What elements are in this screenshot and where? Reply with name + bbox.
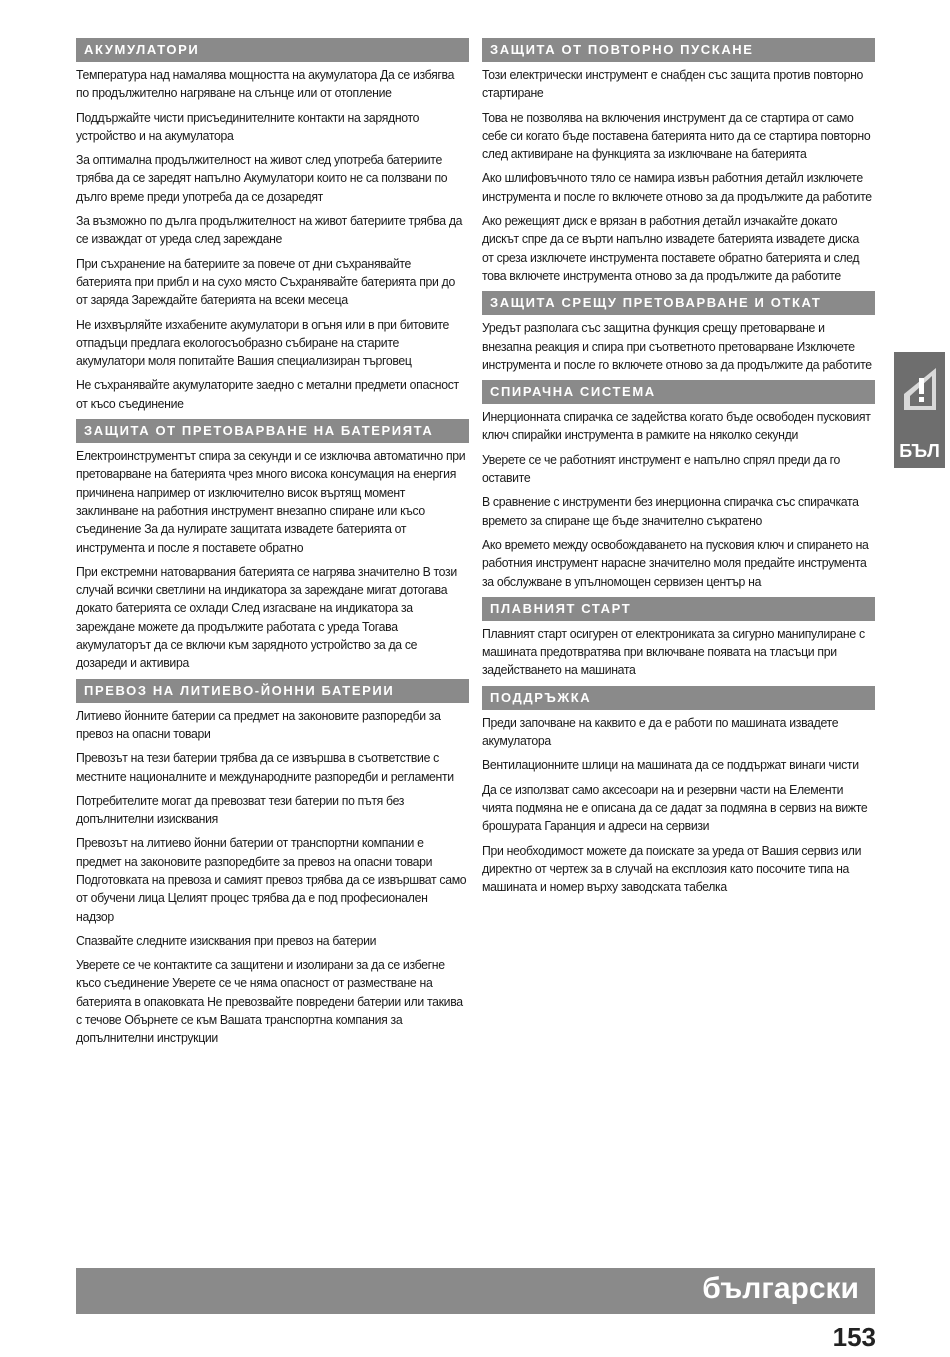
left-column [76, 38, 469, 1054]
paragraph: Температура над намалява мощността на акумулатора Да се избягва по продължително нагряване на слънце или от отопление [76, 67, 455, 101]
paragraph: За възможно по дълга продължителност на живот батериите трябва да се изваждат от уреда след зареждане [76, 213, 463, 247]
footer-language: български [702, 1272, 859, 1305]
paragraph: Да се използват само аксесоари на и резервни части на Елементи чията подмяна не е описана да се дадат за подмяна в сервиз на вижте брошурата Гаранция и адреси на сервизи [482, 781, 868, 834]
section-heading: АКУМУЛАТОРИ [76, 38, 469, 62]
paragraph: Уверете се че работният инструмент е напълно спрял преди да го оставите [482, 451, 841, 486]
paragraph: Потребителите могат да превозват тези батерии по пътя без допълнителни изисквания [76, 792, 405, 827]
section-heading: ЗАЩИТА СРЕЩУ ПРЕТОВАРВАНЕ И ОТКАТ [482, 291, 875, 315]
paragraph: Ако режещият диск е врязан в работния детайл изчакайте докато дискът спре да се върти напълно извадете батерията извадете диска от среза изключете инструмента поставете обратно батерията и след това включете инструмента отново за да продължите да работите [482, 213, 860, 283]
paragraph: Този електрически инструмент е снабден със защита против повторно стартиране [482, 67, 864, 101]
paragraph: Не съхранявайте акумулаторите заедно с метални предмети опасност от късо съединение [76, 377, 459, 411]
paragraph: Уверете се че контактите са защитени и изолирани за да се избегне късо съединение Уверете се че няма опасност от разместване на батерията в опаковката Не превозвайте повредени батерии или такива с течове Обърнете се към Вашата транспортна компания за допълнителни инструкции [76, 957, 463, 1046]
section-heading: СПИРАЧНА СИСТЕМА [482, 380, 875, 404]
paragraph: Ако шлифовъчното тяло се намира извън работния детайл изключете инструмента и после го включете отново за да продължите да работите [482, 170, 872, 204]
section [76, 419, 469, 673]
section-heading: ПЛАВНИЯТ СТАРТ [482, 597, 875, 621]
section-heading: ЗАЩИТА ОТ ПРЕТОВАРВАНЕ НА БАТЕРИЯТА [76, 419, 469, 443]
paragraph: При необходимост можете да поискате за уреда от Вашия сервиз или директно от чертеж за в случай на експлозия като посочите типа на машината и номер върху заводската табелка [482, 842, 862, 895]
paragraph: Това не позволява на включения инструмент да се стартира от само себе си когато бъде поставена батерията нито да се стартира повторно след активиране на функцията за изключване на батерията [482, 109, 871, 162]
paragraph: В сравнение с инструменти без инерционна спирачка със спирачката времето за спиране ще бъде значително съкратено [482, 494, 859, 528]
paragraph: Не изхвърляйте изхабените акумулатори в огъня или в при битовите отпадъци предлага екологосъобразно събиране на старите акумулатори моля попитайте Вашия специализиран търговец [76, 316, 450, 369]
paragraph: Преди започване на каквито е да е работи по машината извадете акумулатора [482, 714, 839, 749]
paragraph: За оптимална продължителност на живот след употреба батериите трябва да се заредят напълно Акумулатори които не са ползвани по дълго време преди употреба да се дозаредят [76, 152, 448, 204]
section [482, 686, 875, 897]
right-column [482, 38, 875, 902]
footer-bar [76, 1268, 875, 1314]
paragraph: Инерционната спирачка се задейства когато бъде освободен пусковият ключ спирайки инструмента в рамките на няколко секунди [482, 409, 871, 443]
paragraph: Вентилационните шлици на машината да се поддържат винаги чисти [482, 757, 859, 773]
section [482, 597, 875, 680]
page-number: 153 [832, 1322, 876, 1352]
paragraph: При екстремни натоварвания батерията се нагрява значително В този случай всички светлини на индикатора за зареждане мигат дотогава докато батерията се охлади След изгасване на индикатора за зареждане можете да продължите работата с уреда Тогава акумулаторът да се включи към зарядното устройство за да се дозареди и активира [76, 563, 457, 671]
paragraph: Превозът на тези батерии трябва да се извършва в съответствие с местните националните и международните разпоредби и регламенти [76, 750, 454, 784]
section [482, 380, 875, 591]
section-heading: ПРЕВОЗ НА ЛИТИЕВО-ЙОННИ БАТЕРИИ [76, 679, 469, 703]
section-heading: ПОДДРЪЖКА [482, 686, 875, 710]
paragraph: При съхранение на батериите за повече от дни съхранявайте батерията при прибл и на сухо място Съхранявайте батерията при до от заряда Зареждайте батерията на всеки месеца [76, 255, 455, 308]
section [482, 38, 875, 285]
paragraph: Превозът на литиево йонни батерии от транспортни компании е предмет на законовите разпоредбите за превоз на опасни товари Подготовката на превоза и самият превоз трябва да се извършват само от обучени лица Целият процес трябва да е под професионален надзор [76, 835, 467, 924]
section [76, 38, 469, 413]
side-tab-label: БЪЛ [899, 441, 940, 461]
paragraph: Електроинструментът спира за секунди и се изключва автоматично при претоварване на батерията чрез много висока консумация на енергия причинена например от изключително висок въртящ момент заклинване на работния инструмент внезапно спиране или късо съединение За да нулирате защитата извадете батерията от инструмента и после я поставете обратно [76, 448, 466, 555]
paragraph: Поддържайте чисти присъединителните контакти на зарядното устройство и на акумулатора [76, 109, 420, 143]
section [482, 291, 875, 374]
paragraph: Литиево йонните батерии са предмет на законовите разпоредби за превоз на опасни товари [76, 707, 441, 741]
paragraph: Плавният старт осигурен от електрониката за сигурно манипулиране с машината предотвратява при включване появата на тласъци при задействането на машината [482, 625, 865, 678]
section [76, 679, 469, 1048]
section-heading: ЗАЩИТА ОТ ПОВТОРНО ПУСКАНЕ [482, 38, 875, 62]
paragraph: Спазвайте следните изисквания при превоз на батерии [76, 932, 377, 948]
paragraph: Ако времето между освобождаването на пусковия ключ и спирането на работния инструмент нарасне значително моля предайте инструмента за обслужване в упълномощен сервизен център на [482, 536, 869, 589]
paragraph: Уредът разполага със защитна функция срещу претоварване и внезапна реакция и спира при съответното претоварване Изключете инструмента и после го включете отново за да продължите да работите [482, 320, 872, 372]
warning-icon [900, 360, 940, 412]
language-side-tab [894, 352, 945, 468]
